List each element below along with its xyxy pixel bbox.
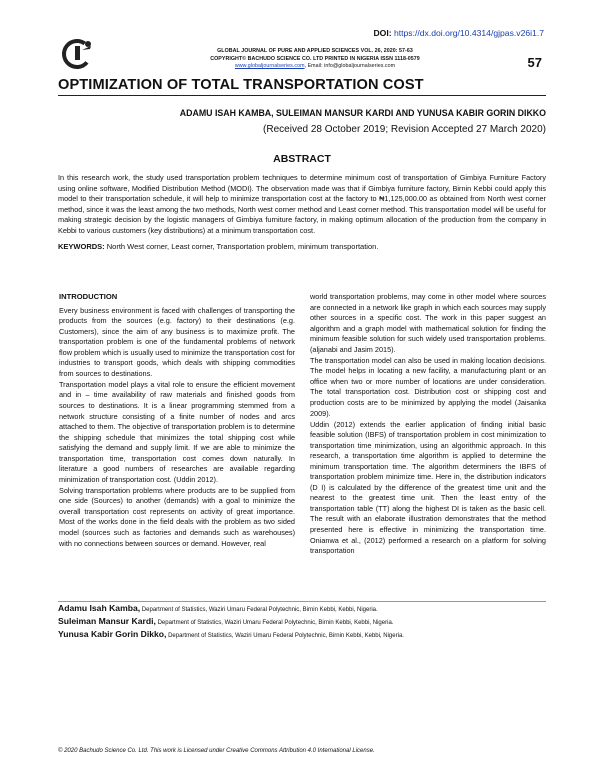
left-column — [59, 292, 295, 550]
copyright-footer: © 2020 Bachudo Science Co. Ltd. This work is Licensed under Creative Commons Attribution 4.0 International License. — [58, 748, 375, 754]
affiliation-detail: Department of Statistics, Waziri Umaru Federal Polytechnic, Birnin Kebbi, Kebbi, Nigeria. — [140, 607, 378, 613]
affiliation — [58, 603, 378, 613]
page-number: 57 — [527, 55, 542, 70]
abstract-heading: ABSTRACT — [273, 153, 331, 165]
journal-contact — [150, 63, 480, 71]
title-divider — [58, 95, 546, 96]
affiliation-name: Yunusa Kabir Gorin Dikko, — [58, 629, 167, 639]
journal-name: GLOBAL JOURNAL OF PURE AND APPLIED SCIENCES VOL. 26, 2020: 57-63 — [217, 48, 413, 54]
affiliation-name: Adamu Isah Kamba, — [58, 603, 141, 613]
keywords-label: KEYWORDS: — [58, 242, 105, 251]
journal-email: , Email: info@globaljournalseries.com — [304, 63, 396, 70]
abstract-text: In this research work, the study used transportation problem techniques to determine minimum cost of transportation of Gimbiya Furniture Factory using online software, Modified Distribution Method (MODI). The observation made was that if Gimbiya furniture factory, Birnin Kebbi could apply this model to their transportation schedule, it will help to minimize transportation cost at the factory to ₦1,125,000.00 as obtained from North west corner method, since it was the least among the two methods, North west corner method and Least corner method. This transportation model will be useful for making strategic decision by the logistic managers of Gimbiya furniture factory, in making optimum allocation of the production from the company in Kebbi to various customers (key distributions) at a minimum transportation cost. — [58, 173, 546, 235]
paragraph: Solving transportation problems where products are to be supplied from one side (Sources) to another (demands) with a goal to minimize the overall transportation cost represents on activity of great importance. Most of the works done in the field deals with the problem as two sided model (sources such as factories and demands such as warehouses) with no connections between sources or demand. However, real — [59, 485, 295, 548]
affiliation-divider — [58, 601, 546, 602]
paragraph: Uddin (2012) extends the earlier application of finding initial basic feasible solution (IBFS) of transportation problem in cost minimization to transportation time minimization, using an algorithmic approach. In this research, a transportation time algorithm is applied to determine the minimum transportation time. The algorithm determiners the IBFS of transportation problem minimize time. Here in, the distribution indicators (D I) is calculated by the difference of the greatest time unit and the nearest to the greatest time unit. Then the least entry of the transportation table (TT) along the highest DI is taken as the basic cell. The result with an elaborate illustration demonstrates that the method presented here is effective in minimizing the transportation time. Onianwa et al., (2012) performed a research on a platform for solving transportation — [310, 419, 546, 556]
affiliation-name: Suleiman Mansur Kardi, — [58, 616, 156, 626]
author-list: ADAMU ISAH KAMBA, SULEIMAN MANSUR KARDI AND YUNUSA KABIR GORIN DIKKO — [179, 108, 546, 118]
journal-website-link[interactable]: www.globaljournalseries.com — [234, 63, 305, 70]
journal-copyright: COPYRIGHT© BACHUDO SCIENCE CO. LTD PRINTED IN NIGERIA ISSN 1118-0579 — [210, 55, 420, 62]
received-dates: (Received 28 October 2019; Revision Accepted 27 March 2020) — [263, 124, 546, 135]
introduction-heading: INTRODUCTION — [59, 292, 118, 301]
affiliation-detail: Department of Statistics, Waziri Umaru Federal Polytechnic, Birnin Kebbi, Kebbi, Nigeria. — [166, 633, 404, 639]
paragraph: The transportation model can also be used in making location decisions. The model helps in locating a new facility, a manufacturing plant or an office when two or more number of locations are under consideration. The total transportation cost. Distribution cost or shipping cost and production costs are to be minimized by applying the model (Jaisanka 2009). — [310, 355, 546, 418]
article-title: OPTIMIZATION OF TOTAL TRANSPORTATION COST — [58, 77, 424, 93]
journal-info — [150, 48, 480, 71]
doi-label: DOI: — [373, 28, 392, 38]
doi-link[interactable]: https://dx.doi.org/10.4314/gjpas.v26i1.7 — [393, 28, 544, 38]
affiliation — [58, 616, 393, 626]
affiliation-detail: Department of Statistics, Waziri Umaru Federal Polytechnic, Birnin Kebbi, Kebbi, Nigeria. — [155, 620, 394, 626]
paragraph: world transportation problems, may come in other model where sources are connected in a network like graph in which each sources may supply other sources in a specific cost. The work in this paper suggest an algorithm and a graph model with mathematical solution for finding the minimum feasible solution for such widely used transportation problems. (aljanabi and Jasim 2015). — [310, 292, 546, 354]
affiliation — [58, 629, 404, 639]
paragraph: Every business environment is faced with challenges of transporting the products from the sources (e.g. factory) to their destinations (e.g. Customers), since the aim of any business is to maximize profit. The transportation problem is one of the fundamental problems of network flow problem which is usually used to minimize the transportation cost for industries to transport goods, which deals with shipping commodities from sources to destinations. — [59, 305, 295, 378]
keywords — [58, 242, 546, 252]
paragraph: Transportation model plays a vital role to ensure the efficient movement and in – time availability of raw materials and finished goods from sources to destinations. It is a linear programming stemmed from a network structure consisting of a finite number of nodes and arcs attached to them. The objective of transportation problem is to determine the shipping schedule that minimizes the total shipping cost while satisfying the demand and supply limit. If we are able to minimize the transportation time, transportation cost comes down naturally. In literature a good numbers of researches are available regarding minimization of transportation cost. (Uddin 2012). — [59, 379, 295, 484]
doi-line — [373, 28, 544, 38]
journal-logo-icon — [60, 36, 96, 72]
right-column — [310, 292, 546, 557]
keywords-text: North West corner, Least corner, Transportation problem, minimum transportation. — [104, 242, 379, 251]
